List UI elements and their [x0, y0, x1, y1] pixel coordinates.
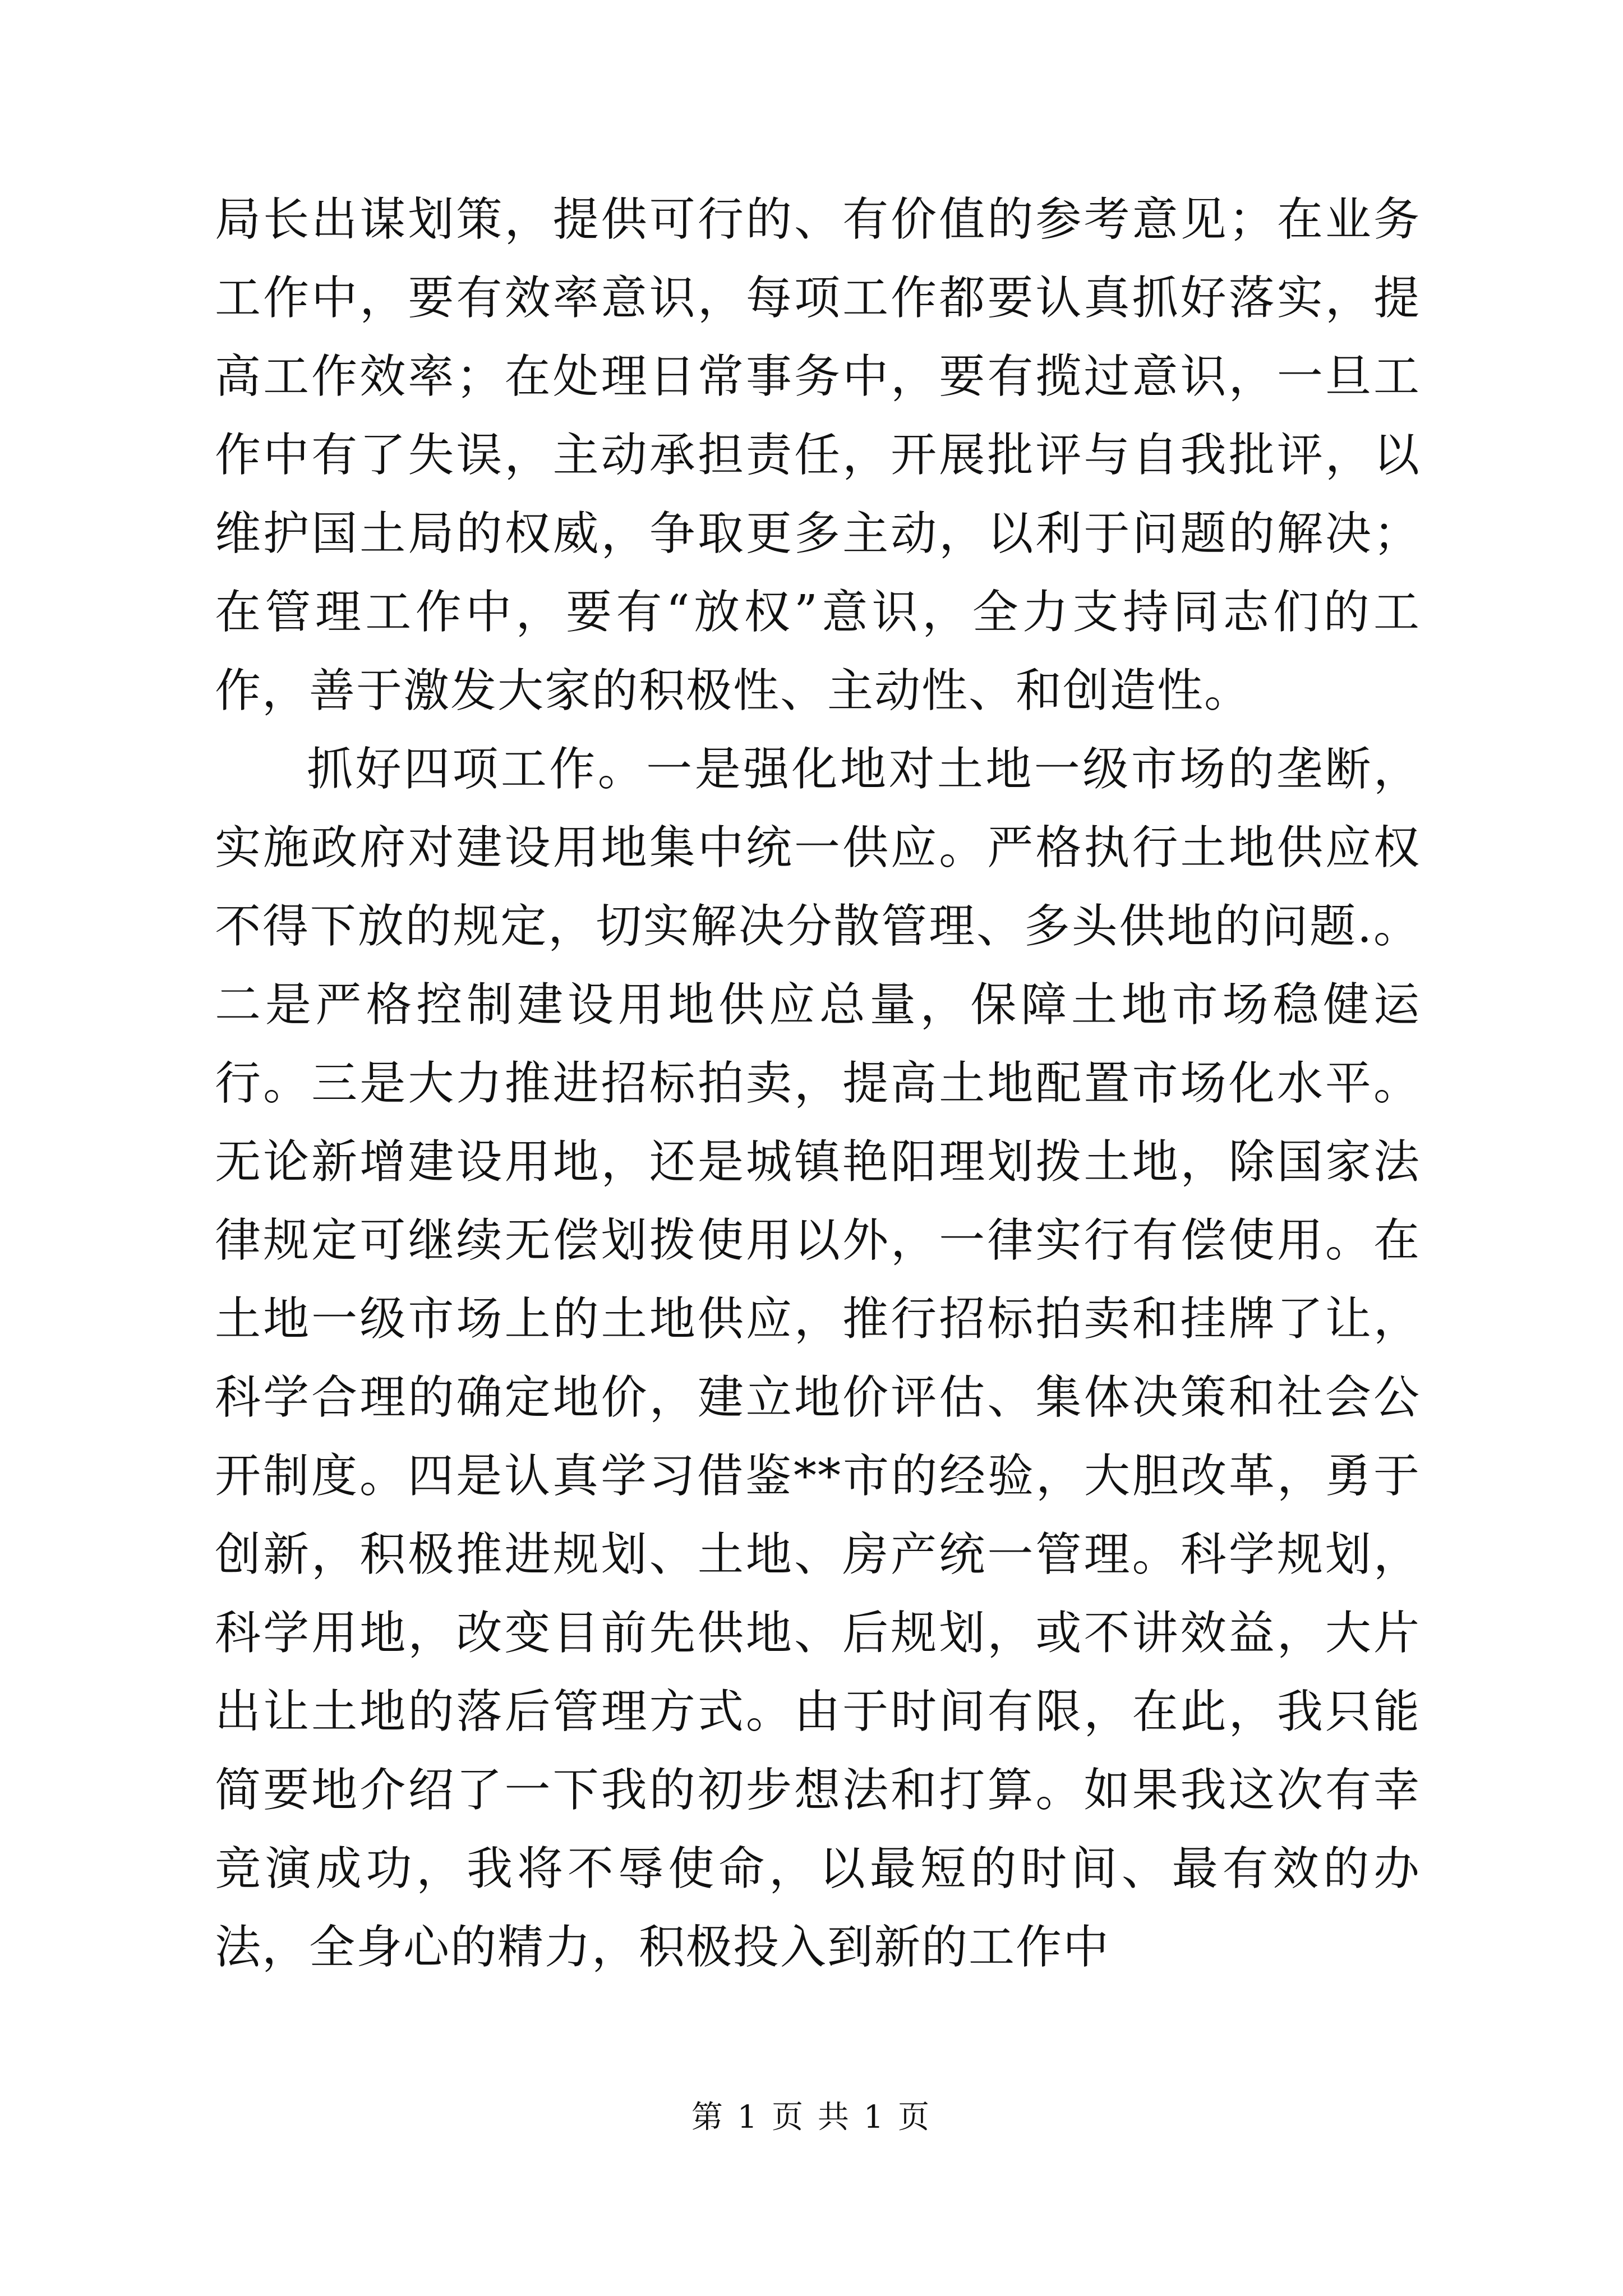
paragraph-2: 抓好四项工作。一是强化地对土地一级市场的垄断，实施政府对建设用地集中统一供应。严格执行土地供应权不得下放的规定，切实解决分散管理、多头供地的问题.。二是严格控制建设用地供应总量，保障土地市场稳健运行。三是大力推进招标拍卖，提高土地配置市场化水平。无论新增建设用地，还是城镇艳阳理划拨土地，除国家法律规定可继续无偿划拨使用以外，一律实行有偿使用。在土地一级市场上的土地供应，推行招标拍卖和挂牌了让，科学合理的确定地价，建立地价评估、集体决策和社会公开制度。四是认真学习借鉴**市的经验，大胆改革，勇于创新，积极推进规划、土地、房产统一管理。科学规划，科学用地，改变目前先供地、后规划，或不讲效益，大片出让土地的落后管理方式。由于时间有限，在此，我只能简要地介绍了一下我的初步想法和打算。如果我这次有幸竞演成功，我将不辱使命，以最短的时间、最有效的办法，全身心的精力，积极投入到新的工作中 [215, 743, 1421, 1974]
document-body [215, 181, 1421, 1987]
paragraph-1: 局长出谋划策，提供可行的、有价值的参考意见；在业务工作中，要有效率意识，每项工作都要认真抓好落实，提高工作效率；在处理日常事务中，要有揽过意识，一旦工作中有了失误，主动承担责任，开展批评与自我批评，以维护国土局的权威，争取更多主动，以利于问题的解决；在管理工作中，要有“放权”意识，全力支持同志们的工作，善于激发大家的积极性、主动性、和创造性。 [215, 193, 1421, 717]
page-footer: 第 1 页 共 1 页 [691, 2099, 932, 2136]
